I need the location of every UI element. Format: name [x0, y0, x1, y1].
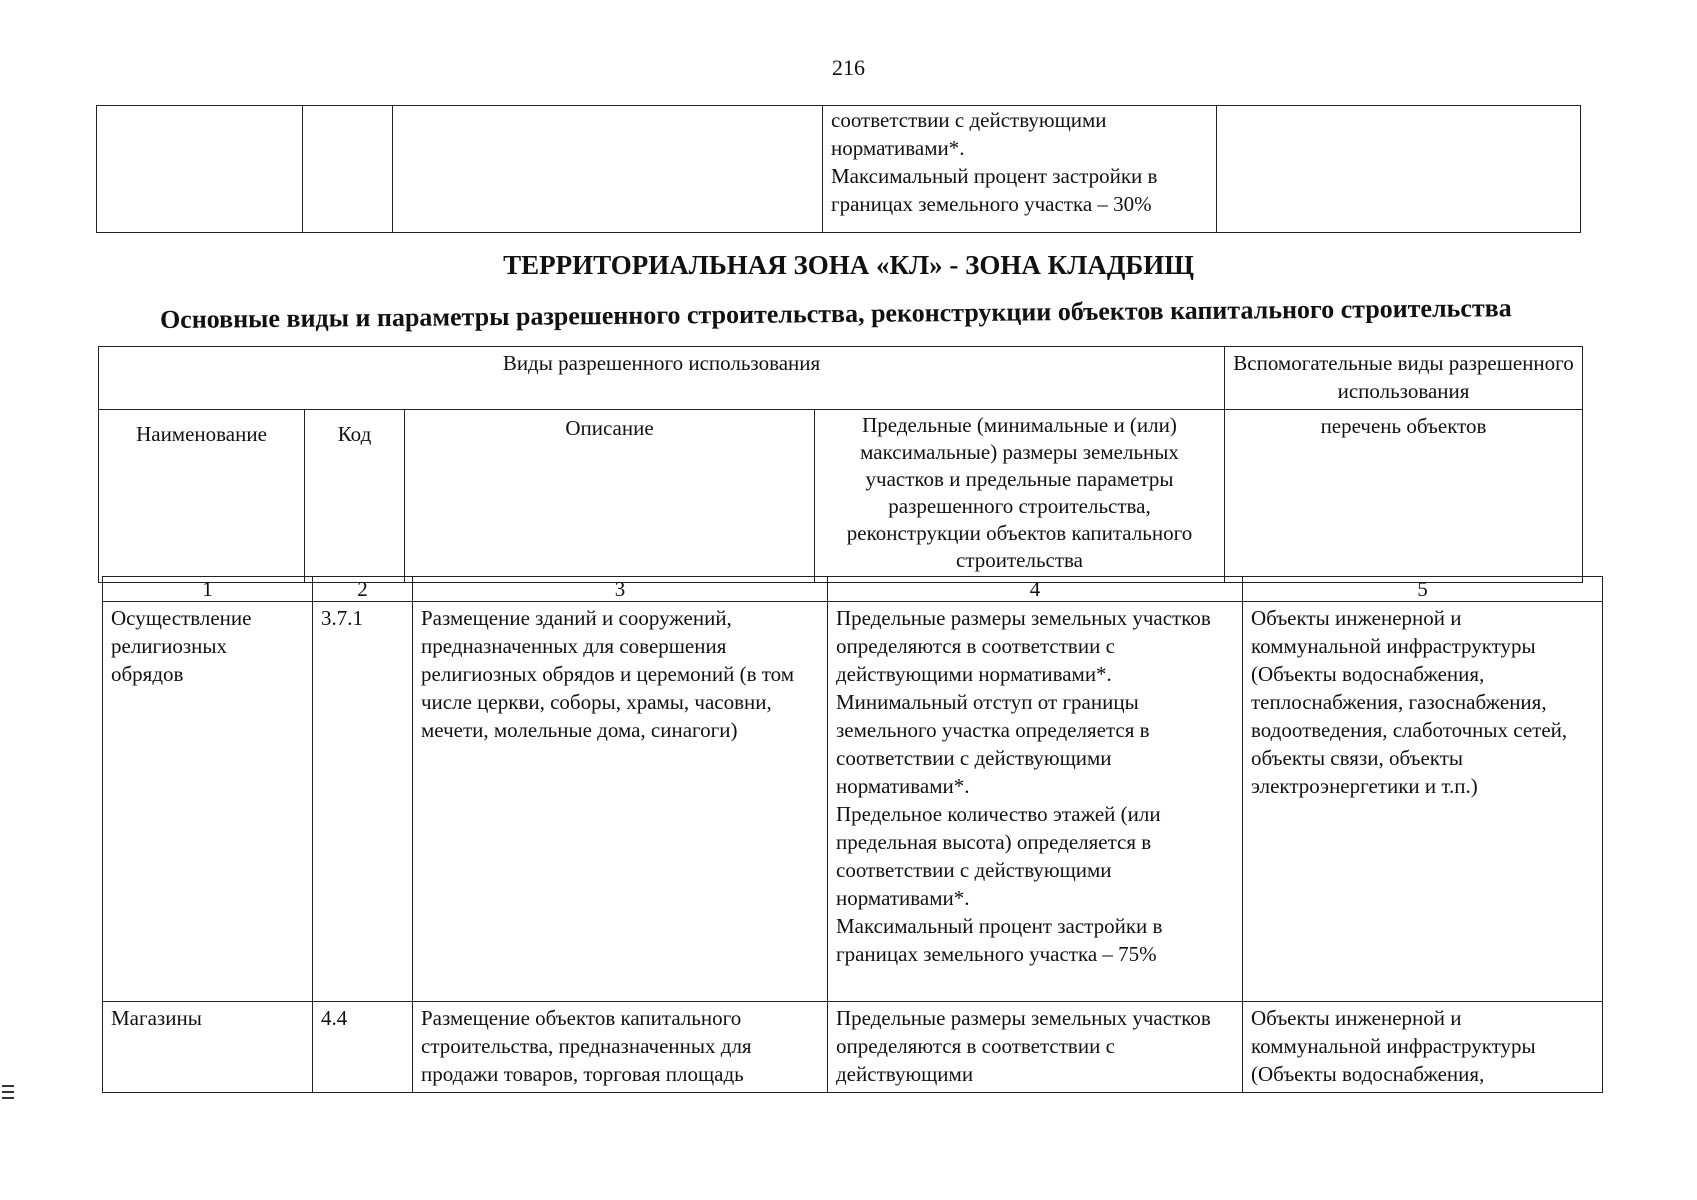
row-params-paragraph: Предельное количество этажей (или предельная высота) определяется в соответствии с действующими нормативами*.	[836, 802, 1161, 910]
header-table	[98, 346, 1583, 583]
row-code: 3.7.1	[313, 602, 413, 1002]
column-numbers-row	[103, 577, 1603, 602]
cont-params-line: границах земельного участка – 30%	[831, 192, 1152, 216]
column-number: 1	[103, 577, 313, 602]
header-group-row	[99, 347, 1583, 410]
row-params-paragraph: Предельные размеры земельных участков определяются в соответствии с действующими нормативами*.	[836, 606, 1211, 686]
cont-name-cell	[97, 106, 303, 233]
main-table	[102, 576, 1603, 1093]
row-name: Магазины	[103, 1002, 313, 1093]
row-description: Размещение зданий и сооружений, предназначенных для совершения религиозных обрядов и церемоний (в том числе церкви, соборы, храмы, часовни, мечети, молельные дома, синагоги)	[413, 602, 828, 1002]
cont-params-line: соответствии с действующими	[831, 108, 1107, 132]
row-name: Осуществление религиозных обрядов	[103, 602, 313, 1002]
margin-mark	[2, 1091, 14, 1093]
header-columns-row	[99, 410, 1583, 583]
header-col-params: Предельные (минимальные и (или) максимальные) размеры земельных участков и предельные параметры разрешенного строительства, реконструкции объектов капитального строительства	[815, 410, 1225, 583]
page-number: 216	[832, 55, 865, 80]
cont-params-line: нормативами*.	[831, 136, 965, 160]
zone-title: ТЕРРИТОРИАЛЬНАЯ ЗОНА «КЛ» - ЗОНА КЛАДБИЩ	[503, 250, 1194, 280]
cont-desc-cell	[393, 106, 823, 233]
row-aux: Объекты инженерной и коммунальной инфраструктуры (Объекты водоснабжения,	[1243, 1002, 1603, 1093]
row-params	[828, 1002, 1243, 1093]
header-group-main: Виды разрешенного использования	[99, 347, 1225, 410]
column-number: 5	[1243, 577, 1603, 602]
row-code: 4.4	[313, 1002, 413, 1093]
header-group-aux: Вспомогательные виды разрешенного использования	[1225, 347, 1583, 410]
cont-params-cell	[823, 106, 1217, 233]
column-number: 4	[828, 577, 1243, 602]
column-number: 3	[413, 577, 828, 602]
cont-code-cell	[303, 106, 393, 233]
margin-mark	[2, 1097, 14, 1099]
table-row	[103, 602, 1603, 1002]
row-params	[828, 602, 1243, 1002]
section-title: Основные виды и параметры разрешенного строительства, реконструкции объектов капитального строительства	[159, 293, 1512, 334]
row-params-paragraph: Минимальный отступ от границы земельного участка определяется в соответствии с действующими нормативами*.	[836, 690, 1150, 798]
table-row	[97, 106, 1581, 233]
header-col-name: Наименование	[99, 410, 305, 583]
row-description: Размещение объектов капитального строительства, предназначенных для продажи товаров, торговая площадь	[413, 1002, 828, 1093]
row-params-paragraph: Предельные размеры земельных участков определяются в соответствии с действующими	[836, 1006, 1211, 1086]
table-row	[103, 1002, 1603, 1093]
header-col-desc: Описание	[405, 410, 815, 583]
column-number: 2	[313, 577, 413, 602]
row-params-paragraph: Максимальный процент застройки в границах земельного участка – 75%	[836, 914, 1163, 966]
cont-aux-cell	[1217, 106, 1581, 233]
cont-params-line: Максимальный процент застройки в	[831, 164, 1158, 188]
continuation-table	[96, 105, 1581, 233]
row-aux: Объекты инженерной и коммунальной инфраструктуры (Объекты водоснабжения, теплоснабжения, газоснабжения, водоотведения, слаботочных сетей, объекты связи, объекты электроэнергетики и т.п.)	[1243, 602, 1603, 1002]
header-col-code: Код	[305, 410, 405, 583]
header-col-aux: перечень объектов	[1225, 410, 1583, 583]
margin-mark	[2, 1085, 14, 1087]
